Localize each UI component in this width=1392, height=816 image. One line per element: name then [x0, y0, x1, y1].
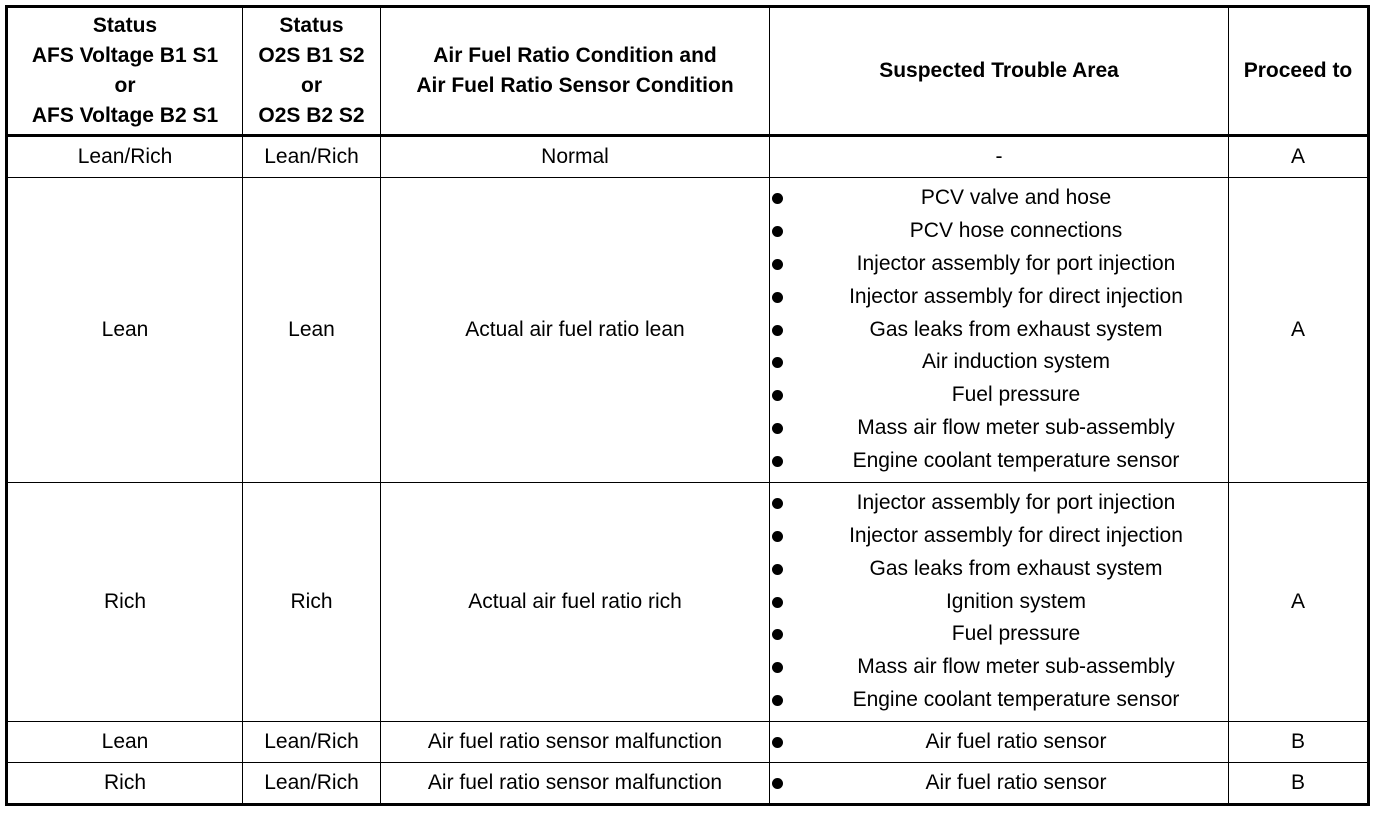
list-item: Air induction system [770, 346, 1228, 379]
cell-proceed-to: B [1229, 722, 1369, 763]
bullet-icon [772, 737, 783, 748]
cell-suspected-area [770, 722, 1229, 763]
cell-condition: Actual air fuel ratio lean [381, 178, 770, 483]
bullet-icon [772, 778, 783, 789]
list-item: PCV hose connections [770, 215, 1228, 248]
list-item: Air fuel ratio sensor [770, 726, 1228, 759]
cell-o2s-status: Rich [243, 483, 381, 722]
bullet-icon [772, 629, 783, 640]
cell-proceed-to: B [1229, 763, 1369, 805]
header-suspected-area: Suspected Trouble Area [770, 7, 1229, 136]
cell-condition: Air fuel ratio sensor malfunction [381, 722, 770, 763]
bullet-icon [772, 193, 783, 204]
bullet-icon [772, 456, 783, 467]
list-item: Mass air flow meter sub-assembly [770, 651, 1228, 684]
bullet-icon [772, 357, 783, 368]
list-item: Air fuel ratio sensor [770, 767, 1228, 800]
list-item: Engine coolant temperature sensor [770, 684, 1228, 717]
cell-condition: Actual air fuel ratio rich [381, 483, 770, 722]
cell-o2s-status: Lean/Rich [243, 722, 381, 763]
bullet-icon [772, 423, 783, 434]
cell-afs-status: Lean/Rich [7, 136, 243, 178]
table-row [7, 178, 1369, 483]
bullet-icon [772, 390, 783, 401]
table-row [7, 136, 1369, 178]
list-item: Fuel pressure [770, 379, 1228, 412]
list-item: Gas leaks from exhaust system [770, 553, 1228, 586]
list-item: Injector assembly for direct injection [770, 520, 1228, 553]
list-item: Engine coolant temperature sensor [770, 445, 1228, 478]
list-item: Gas leaks from exhaust system [770, 314, 1228, 347]
list-item: Fuel pressure [770, 618, 1228, 651]
table-row [7, 763, 1369, 805]
trouble-area-list [770, 726, 1228, 759]
trouble-area-list [770, 767, 1228, 800]
cell-o2s-status: Lean/Rich [243, 136, 381, 178]
list-item: Ignition system [770, 586, 1228, 619]
cell-condition: Air fuel ratio sensor malfunction [381, 763, 770, 805]
diagnosis-table [5, 5, 1370, 806]
cell-o2s-status: Lean [243, 178, 381, 483]
bullet-icon [772, 259, 783, 270]
cell-suspected-area [770, 178, 1229, 483]
cell-proceed-to: A [1229, 136, 1369, 178]
cell-afs-status: Lean [7, 178, 243, 483]
list-item: Mass air flow meter sub-assembly [770, 412, 1228, 445]
cell-suspected-area: - [770, 136, 1229, 178]
cell-proceed-to: A [1229, 483, 1369, 722]
header-o2s: Status O2S B1 S2 or O2S B2 S2 [243, 7, 381, 136]
header-condition: Air Fuel Ratio Condition and Air Fuel Ratio Sensor Condition [381, 7, 770, 136]
diagnosis-table-container [5, 5, 1370, 806]
bullet-icon [772, 292, 783, 303]
bullet-icon [772, 564, 783, 575]
table-row [7, 722, 1369, 763]
trouble-area-list [770, 182, 1228, 477]
bullet-icon [772, 597, 783, 608]
list-item: Injector assembly for port injection [770, 487, 1228, 520]
trouble-area-list [770, 487, 1228, 717]
list-item: Injector assembly for port injection [770, 248, 1228, 281]
header-row [7, 7, 1369, 136]
bullet-icon [772, 662, 783, 673]
cell-suspected-area [770, 483, 1229, 722]
list-item: PCV valve and hose [770, 182, 1228, 215]
header-proceed-to: Proceed to [1229, 7, 1369, 136]
cell-afs-status: Rich [7, 483, 243, 722]
bullet-icon [772, 325, 783, 336]
header-afs-voltage: Status AFS Voltage B1 S1 or AFS Voltage B2 S1 [7, 7, 243, 136]
cell-condition: Normal [381, 136, 770, 178]
bullet-icon [772, 531, 783, 542]
cell-o2s-status: Lean/Rich [243, 763, 381, 805]
table-row [7, 483, 1369, 722]
bullet-icon [772, 695, 783, 706]
bullet-icon [772, 498, 783, 509]
cell-suspected-area [770, 763, 1229, 805]
bullet-icon [772, 226, 783, 237]
cell-afs-status: Lean [7, 722, 243, 763]
list-item: Injector assembly for direct injection [770, 281, 1228, 314]
cell-afs-status: Rich [7, 763, 243, 805]
cell-proceed-to: A [1229, 178, 1369, 483]
